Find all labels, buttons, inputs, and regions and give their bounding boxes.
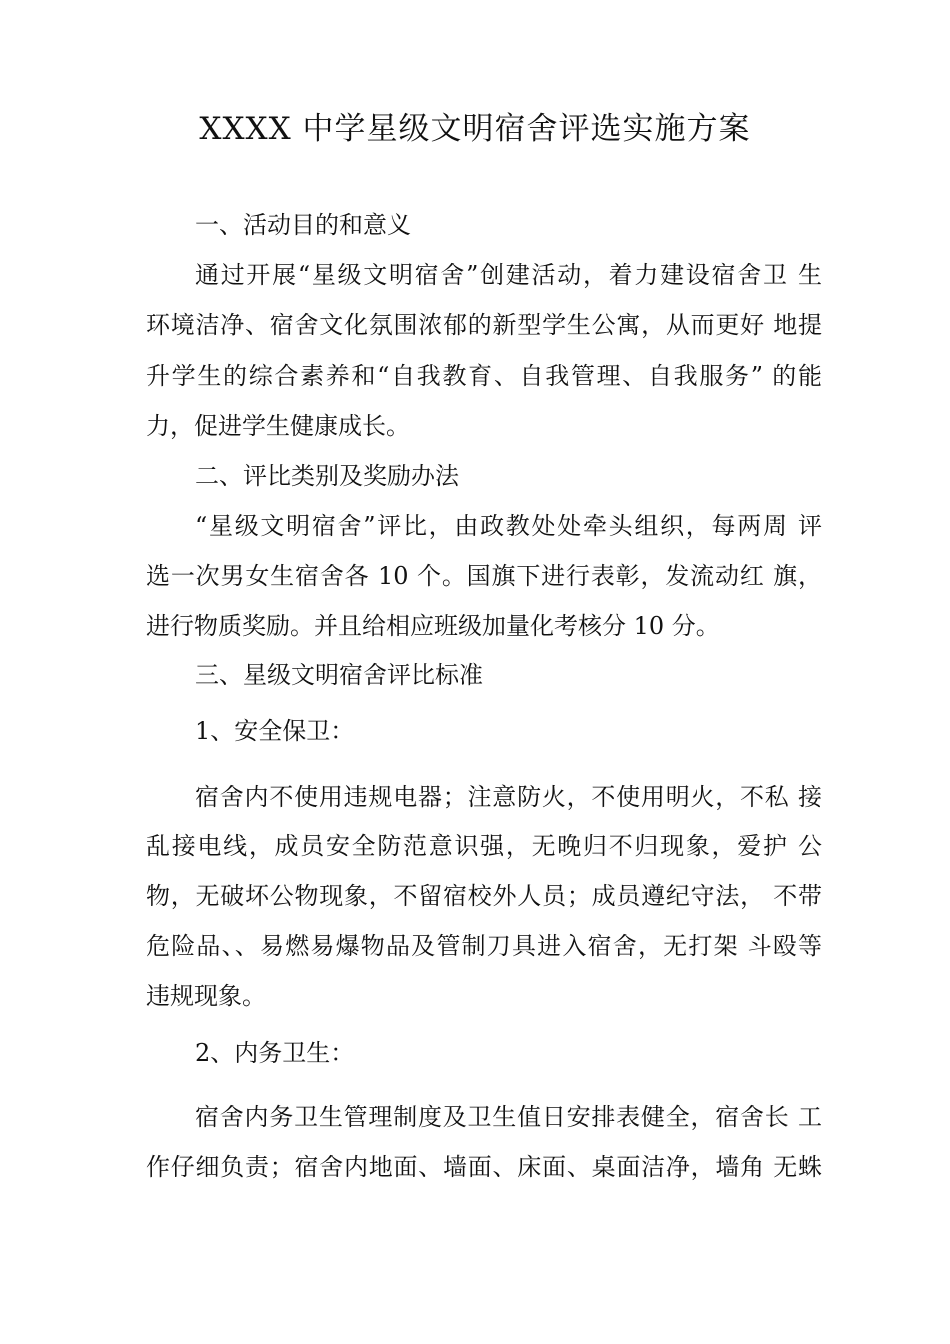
paragraph-line: 危险品、、易燃易爆物品及管制刀具进入宿舍，无打架 斗殴等 [146, 932, 822, 960]
paragraph-line: 乱接电线，成员安全防范意识强，无晚归不归现象，爱护 公 [146, 832, 822, 860]
paragraph-line: 通过开展“星级文明宿舍”创建活动，着力建设宿舍卫 生 [195, 261, 822, 289]
subsection-heading-2: 2、内务卫生： [195, 1039, 355, 1067]
section-heading-1: 一、活动目的和意义 [195, 211, 411, 239]
paragraph-line: 选一次男女生宿舍各 10 个。国旗下进行表彰，发流动红 旗， [146, 562, 822, 590]
paragraph-line: 进行物质奖励。并且给相应班级加量化考核分 10 分。 [146, 612, 720, 640]
subsection-heading-1: 1、安全保卫： [195, 717, 355, 745]
paragraph-line: “星级文明宿舍”评比，由政教处处牵头组织，每两周 评 [195, 512, 822, 540]
section-heading-3: 三、星级文明宿舍评比标准 [195, 661, 483, 689]
section-heading-2: 二、评比类别及奖励办法 [195, 462, 459, 490]
paragraph-line: 违规现象。 [146, 982, 266, 1010]
paragraph-line: 作仔细负责；宿舍内地面、墙面、床面、桌面洁净，墙角 无蛛 [146, 1153, 822, 1181]
paragraph-line: 物，无破坏公物现象，不留宿校外人员；成员遵纪守法， 不带 [146, 882, 822, 910]
paragraph-line: 宿舍内不使用违规电器；注意防火，不使用明火，不私 接 [195, 783, 822, 811]
document-title: XXXX 中学星级文明宿舍评选实施方案 [199, 111, 751, 147]
paragraph-line: 环境洁净、宿舍文化氛围浓郁的新型学生公寓，从而更好 地提 [146, 311, 822, 339]
paragraph-line: 升学生的综合素养和“自我教育、自我管理、自我服务” 的能 [146, 362, 822, 390]
paragraph-line: 宿舍内务卫生管理制度及卫生值日安排表健全，宿舍长 工 [195, 1103, 822, 1131]
paragraph-line: 力，促进学生健康成长。 [146, 412, 410, 440]
